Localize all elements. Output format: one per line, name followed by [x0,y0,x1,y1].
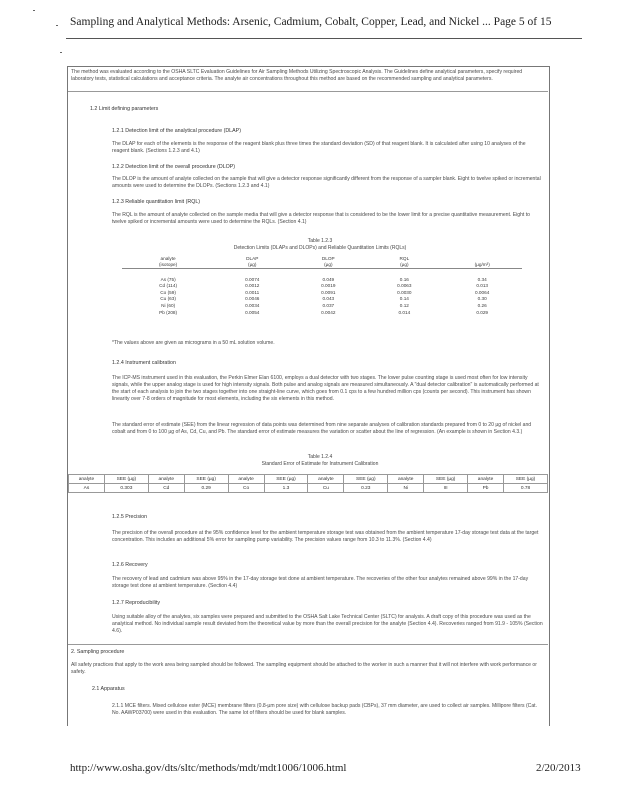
table-cell: SEE (µg) [104,475,148,484]
lod-table-caption-title: Detection Limits (DLAPs and DLOPs) and Reliable Quantitation Limits (RQLs) [233,245,407,251]
table-row [122,269,522,276]
header-divider [66,38,582,39]
apparatus-paragraph: 2.1.1 MCE filters. Mixed cellulose ester (MCE) membrane filters (0.8-µm pore size) with cellulose backup pads (CBPs), 37 mm diameter, are used to collect air samples. Millipore filters (Cat. No. AAWP03700) were used in this evaluation. The same lot of filters should be used for blank samples. [112,703,538,716]
table-cell: SEE (µg) [264,475,308,484]
dlop-paragraph: The DLOP is the amount of analyte collected on the sample that will give a detector response significantly different from the response of a sampler blank. Eight to twelve spiked or incremental amounts were used to determine the DLOPs. (Sections 1.2.3 and 4.1) [112,176,541,189]
table-cell: analyte [308,475,344,484]
lod-col-analyte: analyte [160,255,176,261]
rql-paragraph: The RQL is the amount of analyte collected on the sample media that will give a detector response that is considered to be the lower limit for a precise quantitative measurement. Eight to twelve spiked or incremental amounts were used to determine the RQLs. (Section 4.1) [112,212,531,225]
scan-speck [33,10,35,11]
sampling-heading: 2. Sampling procedure [71,649,125,655]
lod-table-caption-number: Table 1.2.3 [307,238,333,244]
table-cell: 0.26 [477,302,487,308]
rql-heading: 1.2.3 Reliable quantitation limit (RQL) [112,199,201,205]
table-cell: 0.049 [322,276,335,282]
table-row [122,296,522,303]
dlop-heading: 1.2.2 Detection limit of the overall procedure (DLOP) [112,164,236,170]
table-cell: Cu (63) [160,296,176,302]
table-cell: 0.013 [476,283,489,289]
table-cell: 0.0046 [245,296,260,302]
limits-heading: 1.2 Limit defining parameters [90,106,159,112]
calibration-paragraph-1: The ICP-MS instrument used in this evaluation, the Perkin Elmer Elan 6100, employs a dual detector with two stages. The lower pulse counting stage is used most often for low intensity signals, while the upper analog stage is used for high intensity signals. Both pulse and analog signals are measured simultaneously. A "dual detector calibration" is automatically performed at the start of each analysis to join the two stages together into one straight-line curve, which goes from 0.1 cps to a few hundred million cps (counts per second). This instrument has shown linearity over 7-8 orders of magnitude for most elements, including the six elements in this method. [112,375,539,402]
precision-heading: 1.2.5 Precision [112,514,148,520]
table-cell: 0.0019 [321,283,336,289]
footer-date: 2/20/2013 [536,762,581,774]
lod-table-unit-row [122,262,522,269]
table-cell: 0.0034 [245,302,260,308]
table-cell: 0.14 [399,296,409,302]
table-cell: 0.0042 [321,309,336,315]
lod-col-dlap: DLAP [246,255,259,261]
table-cell: Cu [308,484,344,493]
table-row [122,302,522,309]
reproducibility-paragraph: Using suitable alloy of the analytes, six samples were prepared and submitted to the OSHA Salt Lake Technical Center (SLTC) for analysis. A draft copy of this procedure was used as the analytical method. No individual sample result deviated from the theoretical value by more than the overall precision for the analyte (Section 4.4). Recoveries ranged from 91.9 - 105% (Section 4.6). [112,614,543,634]
table-cell: 1.3 [264,484,308,493]
table-cell: III [424,484,468,493]
table-cell: analyte [69,475,105,484]
intro-paragraph: The method was evaluated according to the OSHA SLTC Evaluation Guidelines for Air Sampling Methods Utilizing Spectroscopic Analysis. The Guidelines define analytical parameters, specify required laboratory tests, statistical calculations and acceptance criteria. The analyte air concentrations throughout this method are based on the recommended sampling and analytical parameters. [71,69,523,82]
page-header-title: Sampling and Analytical Methods: Arsenic, Cadmium, Cobalt, Copper, Lead, and Nickel ... Page 5 of 15 [70,16,552,28]
reproducibility-heading: 1.2.7 Reproducibility [112,600,160,606]
see-table-header-row [69,475,548,484]
dlap-heading: 1.2.1 Detection limit of the analytical procedure (DLAP) [112,128,241,134]
table-cell: As (75) [160,276,176,282]
table-cell: SEE (µg) [503,475,547,484]
apparatus-heading: 2.1 Apparatus [92,686,125,692]
standard-error-table [68,474,548,493]
dlap-paragraph: The DLAP for each of the elements is the response of the reagent blank plus three times the standard deviation (SD) of that reagent blank. It is calculated after using 10 analyses of the reagent blank. (Sections 1.2.3 and 4.1) [112,141,526,154]
lod-col-rql: RQL [399,255,410,261]
table-cell: Ni [388,484,424,493]
table-cell: 0.30 [477,296,487,302]
table-cell: Co (59) [160,289,176,295]
lod-unit-dlap: (µg) [248,262,257,268]
lod-col-rql-conc [442,255,522,262]
table-cell: 0.0091 [321,289,336,295]
footer-url: http://www.osha.gov/dts/sltc/methods/mdt/mdt1006/1006.html [70,762,347,774]
table-cell: SEE (µg) [184,475,228,484]
table-cell: analyte [228,475,264,484]
table-cell: 0.34 [477,276,487,282]
calibration-paragraph-2: The standard error of estimate (SEE) from the linear regression of data points was determined from nine separate analyses of calibration standards prepared from 0 to 20 µg of nickel and cobalt and from 0 to 100 µg of As, Cd, Cu, and Pb. The standard error of estimate measures the variation or scatter about the line of regression. (An example is shown in Section 4.3.) [112,422,532,435]
table-cell: analyte [468,475,504,484]
calibration-heading: 1.2.4 Instrument calibration [112,360,176,366]
table-cell: 0.0012 [245,283,260,289]
table-cell: 0.043 [322,296,335,302]
see-table-caption-number: Table 1.2.4 [307,454,333,460]
table-cell: Pb [468,484,504,493]
precision-paragraph: The precision of the overall procedure at the 95% confidence level for the ambient temperature storage test was obtained from the ambient temperature 17-day storage test data at the target concentration. This includes an additional 5% error for sampling pump variability. The precision values range from 10.3 to 11.3%. (Section 4.4) [112,530,539,543]
table-cell: 0.0030 [397,289,412,295]
scan-speck [56,25,58,26]
table-row [122,276,522,283]
lod-unit-analyte: (isotope) [158,262,178,268]
table-cell: Ni (60) [161,302,176,308]
table-row [122,282,522,289]
table-cell: Cd (114) [159,283,178,289]
table-cell: 0.029 [476,309,489,315]
table-cell: analyte [388,475,424,484]
table-cell: Cd [148,484,184,493]
table-cell: 0.0011 [245,289,260,295]
table-cell: 0.23 [344,484,388,493]
lod-col-dlop: DLOP [321,255,335,261]
scan-speck [60,52,62,53]
table-row [122,289,522,296]
table-cell: As [69,484,105,493]
table-cell: 0.12 [399,302,409,308]
see-table-caption-title: Standard Error of Estimate for Instrument Calibration [261,461,379,467]
table-cell: 0.16 [399,276,409,282]
recovery-paragraph: The recovery of lead and cadmium was above 95% in the 17-day storage test done at ambient temperature. The recoveries of the other four analytes remained above 99% in the 17-day storage test done at ambient temperature. (Section 4.4) [112,576,529,589]
table-cell: 0.0074 [245,276,260,282]
lod-unit-rql-conc: (µg/m³) [474,262,490,268]
lod-table-header-row [122,255,522,262]
table-cell: 0.0064 [475,289,490,295]
recovery-heading: 1.2.6 Recovery [112,562,148,568]
table-row [69,484,548,493]
table-cell: analyte [148,475,184,484]
lod-unit-dlop: (µg) [324,262,333,268]
table-cell: 0.014 [398,309,411,315]
table-cell: 0.037 [322,302,335,308]
table-cell: 0.0063 [397,283,412,289]
table-cell: 0.303 [104,484,148,493]
table-cell: Co [228,484,264,493]
detection-limits-table [122,255,522,315]
section-divider [68,91,548,92]
sampling-paragraph: All safety practices that apply to the work area being sampled should be followed. The sampling equipment should be attached to the worker in such a manner that it will not interfere with work performance or safety. [71,662,537,675]
lod-unit-rql: (µg) [400,262,409,268]
table-cell: 0.78 [503,484,547,493]
section-divider [68,644,548,645]
lod-table-note: *The values above are given as micrograms in a 50 mL solution volume. [112,340,275,346]
table-cell: Pb (208) [159,309,178,315]
table-cell: 0.29 [184,484,228,493]
table-row [122,309,522,316]
table-cell: SEE (µg) [344,475,388,484]
table-cell: 0.0054 [245,309,260,315]
table-cell: SEE (µg) [424,475,468,484]
